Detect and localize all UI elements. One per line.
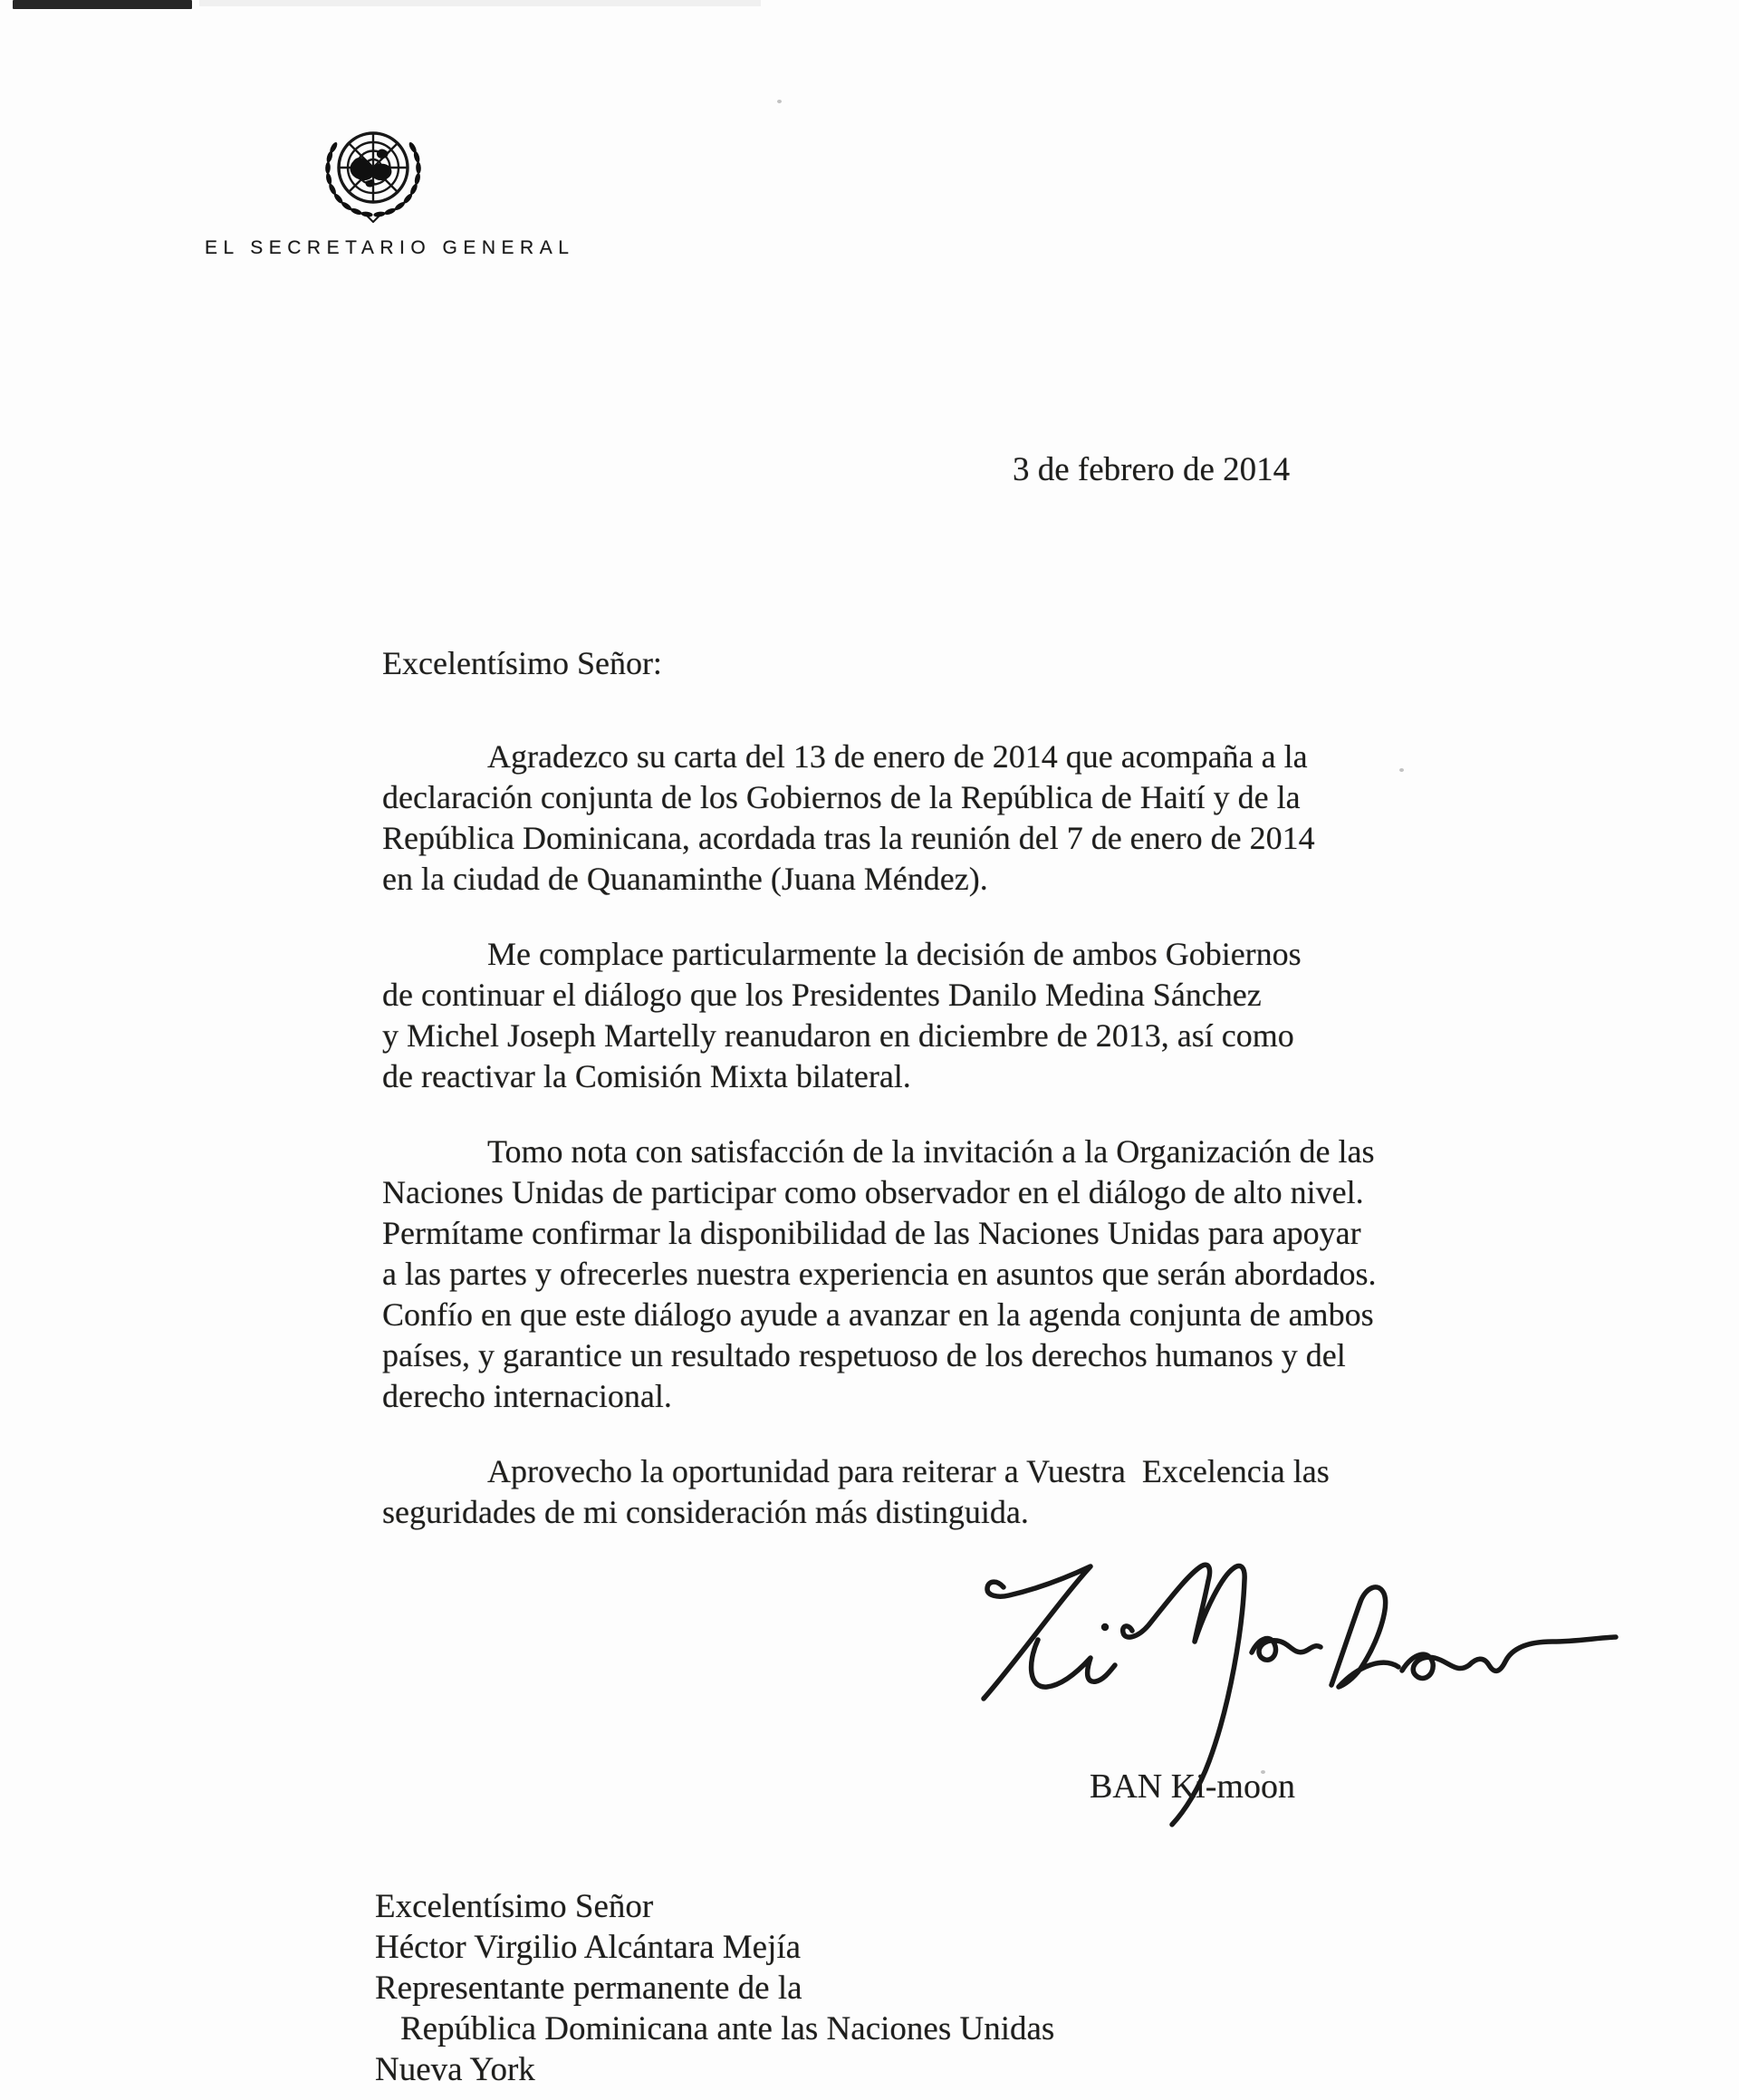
- text-line: declaración conjunta de los Gobiernos de la República de Haití y de la: [382, 779, 1301, 815]
- text-line: Me complace particularmente la decisión de ambos Gobiernos: [487, 936, 1302, 972]
- text-line: República Dominicana, acordada tras la reunión del 7 de enero de 2014: [382, 820, 1315, 856]
- text-line: Representante permanente de la: [375, 1970, 802, 2007]
- recipient-address: [375, 1886, 1054, 2090]
- paragraph-4: [382, 1451, 1406, 1533]
- scan-speck: [777, 100, 782, 103]
- signatory-name: BAN Ki-moon: [1090, 1768, 1295, 1806]
- paragraph-2: [382, 934, 1406, 1097]
- text-line: países, y garantice un resultado respetuoso de los derechos humanos y del: [382, 1337, 1346, 1373]
- text-line: derecho internacional.: [382, 1378, 672, 1414]
- text-line: República Dominicana ante las Naciones Unidas: [400, 2010, 1055, 2047]
- text-line: en la ciudad de Quanaminthe (Juana Méndez).: [382, 861, 988, 897]
- text-line: Héctor Virgilio Alcántara Mejía: [375, 1929, 802, 1966]
- un-emblem-icon: [315, 125, 431, 223]
- letter-body: [382, 643, 1406, 1567]
- text-line: Agradezco su carta del 13 de enero de 2014 que acompaña a la: [487, 738, 1308, 775]
- paragraph-3: [382, 1132, 1406, 1417]
- text-line: seguridades de mi consideración más distinguida.: [382, 1494, 1029, 1530]
- text-line: Tomo nota con satisfacción de la invitación a la Organización de las: [487, 1133, 1375, 1170]
- text-line: a las partes y ofrecerles nuestra experiencia en asuntos que serán abordados.: [382, 1256, 1377, 1292]
- text-line: Permítame confirmar la disponibilidad de las Naciones Unidas para apoyar: [382, 1215, 1361, 1251]
- salutation: Excelentísimo Señor:: [382, 645, 662, 681]
- text-line: Confío en que este diálogo ayude a avanzar en la agenda conjunta de ambos: [382, 1296, 1374, 1333]
- date-line: 3 de febrero de 2014: [1013, 451, 1291, 488]
- text-line: Excelentísimo Señor: [375, 1888, 654, 1925]
- text-line: Naciones Unidas de participar como observador en el diálogo de alto nivel.: [382, 1174, 1364, 1210]
- text-line: Nueva York: [375, 2051, 535, 2088]
- paragraph-1: [382, 737, 1406, 900]
- text-line: y Michel Joseph Martelly reanudaron en diciembre de 2013, así como: [382, 1017, 1294, 1054]
- letterhead-title: EL SECRETARIO GENERAL: [205, 237, 575, 258]
- text-line: de continuar el diálogo que los Presidentes Danilo Medina Sánchez: [382, 977, 1262, 1013]
- text-line: Aprovecho la oportunidad para reiterar a Vuestra Excelencia las: [487, 1453, 1330, 1489]
- text-line: de reactivar la Comisión Mixta bilateral.: [382, 1058, 911, 1094]
- scan-artifact-bar: [13, 0, 192, 9]
- scan-artifact-smudge: [199, 0, 761, 6]
